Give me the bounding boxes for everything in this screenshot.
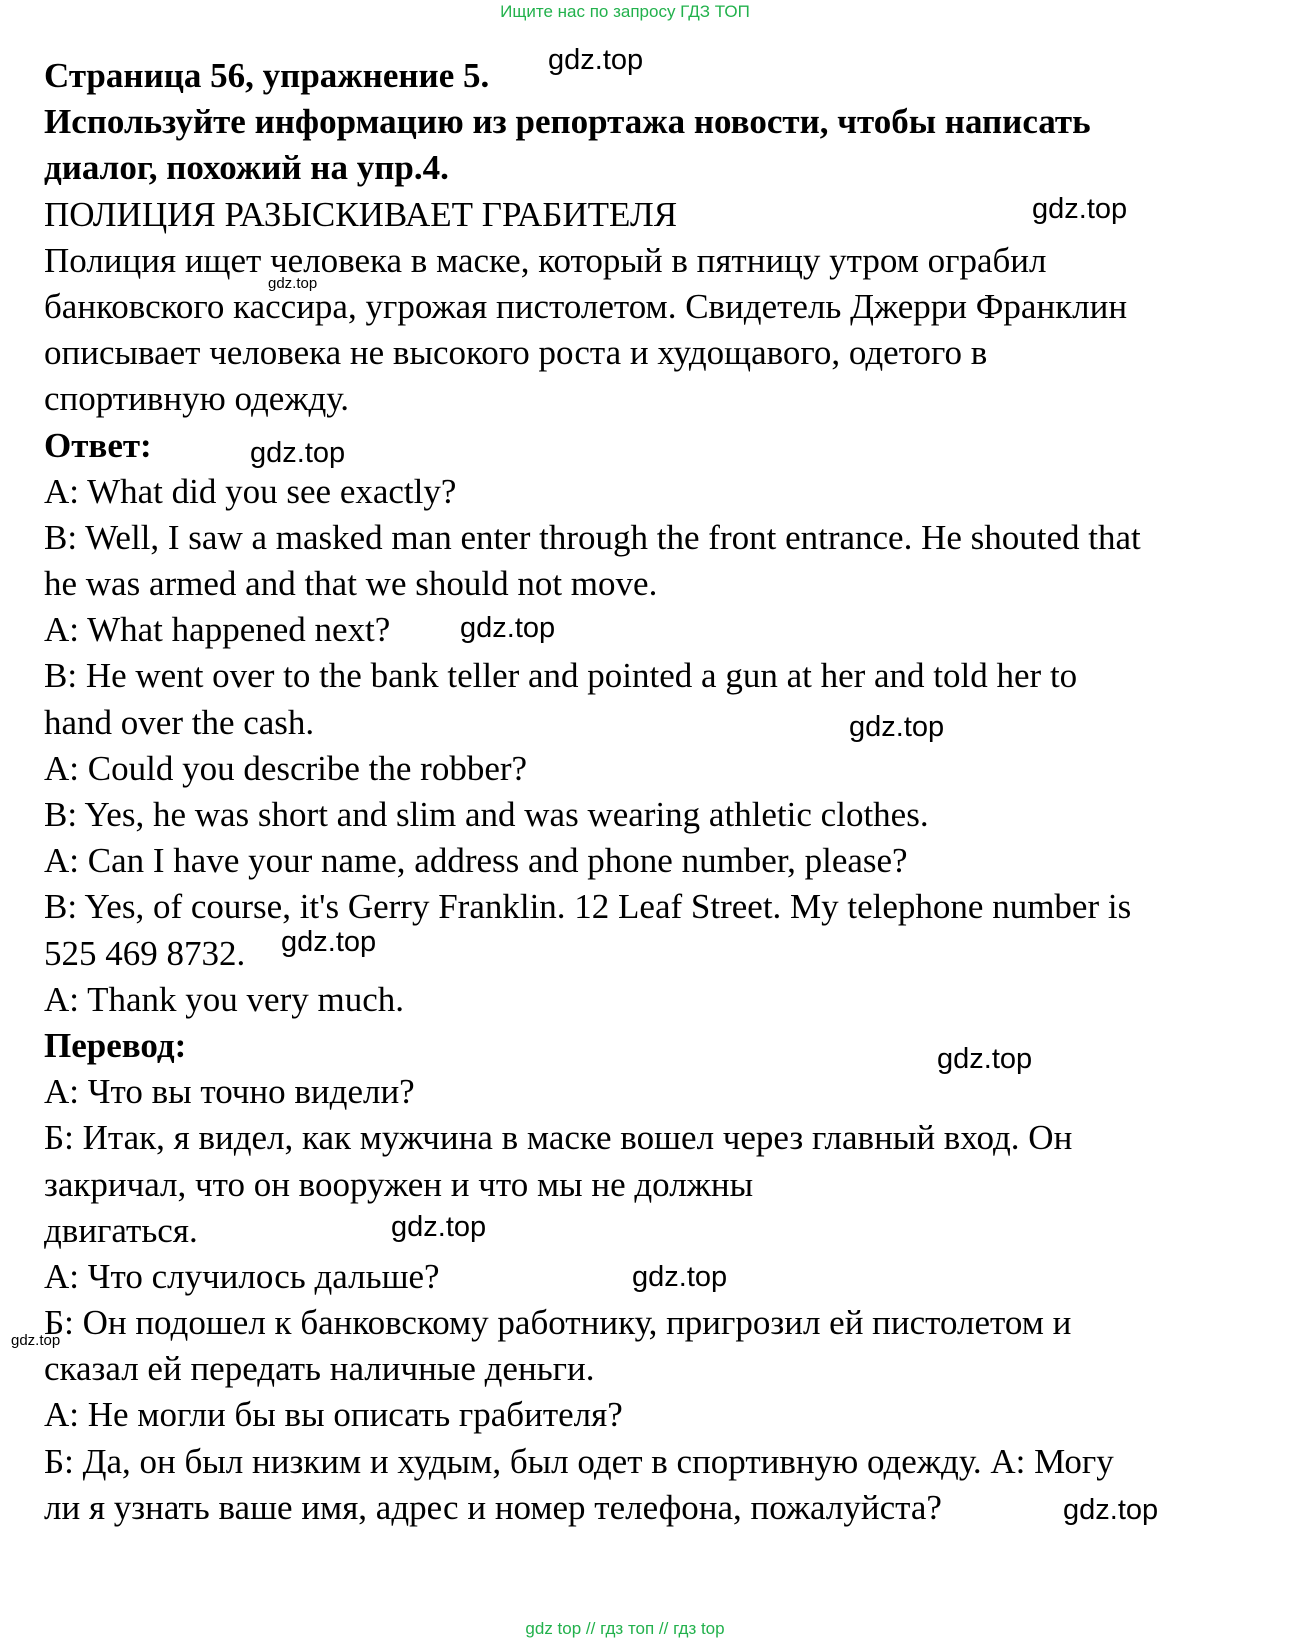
watermark: gdz.top <box>548 44 644 76</box>
dialog-line: B: Well, I saw a masked man enter through the front entrance. He shouted that <box>44 517 1141 557</box>
dialog-line: B: Yes, he was short and slim and was wearing athletic clothes. <box>44 795 929 834</box>
top-banner: Ищите нас по запросу ГДЗ ТОП <box>500 2 750 21</box>
watermark: gdz.top <box>460 612 556 644</box>
task-line-1: Используйте информацию из репортажа новости, чтобы написать <box>44 102 1091 142</box>
dialog-line: A: What happened next? <box>44 610 391 650</box>
translation-line: сказал ей передать наличные деньги. <box>44 1349 595 1389</box>
task-line-2: диалог, похожий на упр.4. <box>44 148 449 188</box>
document-body <box>44 53 1284 1531</box>
watermark: gdz.top <box>391 1211 487 1243</box>
dialog-line: 525 469 8732. <box>44 933 246 973</box>
dialog-line: B: Yes, of course, it's Gerry Franklin. 12 Leaf Street. My telephone number is <box>44 887 1132 927</box>
news-line-4: спортивную одежду. <box>44 379 350 419</box>
dialog-line: A: Could you describe the robber? <box>44 748 528 788</box>
watermark: gdz.top <box>849 711 945 743</box>
answer-heading: Ответ: <box>44 425 152 465</box>
dialog-line: A: Thank you very much. <box>44 979 404 1019</box>
watermark: gdz.top <box>632 1261 728 1293</box>
bottom-banner: gdz top // гдз топ // гдз top <box>525 1619 725 1638</box>
news-title: ПОЛИЦИЯ РАЗЫСКИВАЕТ ГРАБИТЕЛЯ <box>44 194 678 234</box>
dialog-line: hand over the cash. <box>44 702 315 742</box>
watermark: gdz.top <box>250 437 346 469</box>
watermark: gdz.top <box>268 275 318 292</box>
translation-line: двигаться. <box>44 1210 198 1250</box>
news-line-1: Полиция ищет человека в маске, который в пятницу утром ограбил <box>44 240 1047 280</box>
dialog-line: A: Can I have your name, address and phone number, please? <box>44 841 908 881</box>
news-line-2: банковского кассира, угрожая пистолетом. Свидетель Джерри Франклин <box>44 286 1128 326</box>
translation-line: закричал, что он вооружен и что мы не должны <box>44 1164 754 1204</box>
translation-line: Б: Да, он был низким и худым, был одет в спортивную одежду. А: Могу <box>44 1441 1114 1481</box>
watermark: gdz.top <box>11 1332 61 1349</box>
dialog-line: B: He went over to the bank teller and pointed a gun at her and told her to <box>44 656 1078 696</box>
translation-line: А: Не могли бы вы описать грабителя? <box>44 1395 623 1435</box>
translation-heading: Перевод: <box>44 1025 187 1065</box>
news-line-3: описывает человека не высокого роста и худощавого, одетого в <box>44 333 988 373</box>
dialog-line: he was armed and that we should not move. <box>44 564 658 604</box>
dialog-line: A: What did you see exactly? <box>44 471 457 511</box>
translation-line: ли я узнать ваше имя, адрес и номер телефона, пожалуйста? <box>44 1487 942 1527</box>
page-heading: Страница 56, упражнение 5. <box>44 56 490 95</box>
watermark: gdz.top <box>1032 193 1128 225</box>
translation-line: Б: Он подошел к банковскому работнику, пригрозил ей пистолетом и <box>44 1303 1072 1343</box>
translation-line: А: Что случилось дальше? <box>44 1256 440 1296</box>
translation-line: А: Что вы точно видели? <box>44 1072 415 1112</box>
watermark: gdz.top <box>1063 1494 1159 1526</box>
translation-line: Б: Итак, я видел, как мужчина в маске вошел через главный вход. Он <box>44 1118 1073 1158</box>
watermark: gdz.top <box>937 1043 1033 1075</box>
watermark: gdz.top <box>281 926 377 958</box>
